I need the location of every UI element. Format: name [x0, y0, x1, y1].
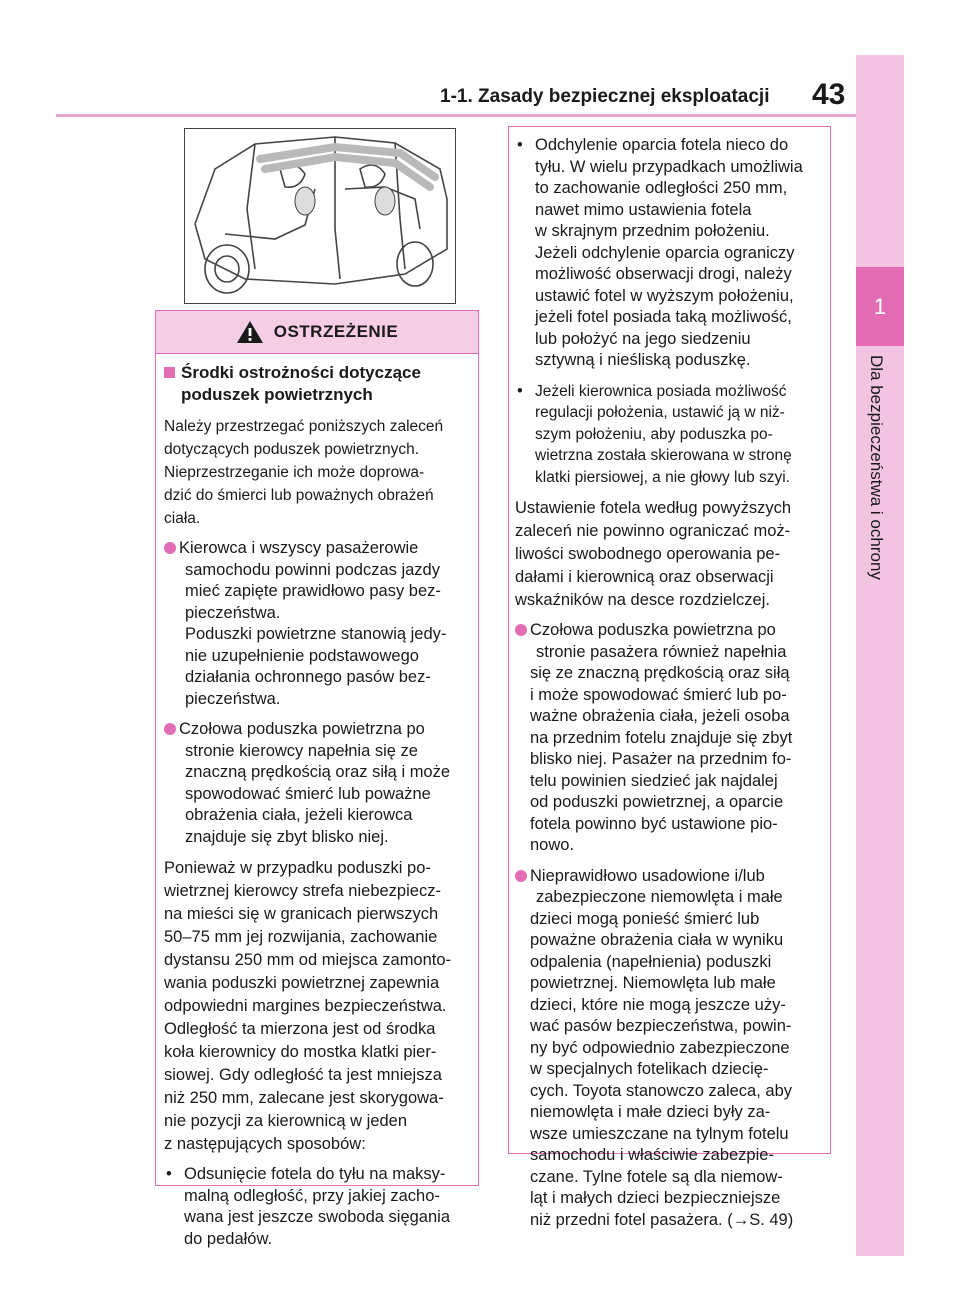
text-line: ny być odpowiednio zabezpieczone — [530, 1038, 790, 1057]
dot-item-infants — [515, 866, 824, 1232]
text-line: pieczeństwa. — [185, 603, 281, 622]
text-line: fotela powinno być ustawione pio- — [530, 814, 778, 833]
text-line: ustawić fotel w wyższym położeniu, — [535, 286, 794, 305]
text-line: i może spowodować śmierć lub po- — [530, 685, 787, 704]
text-line: wietrzna została skierowana w stronę — [535, 447, 792, 464]
text-line: wana jest jeszcze swoboda sięgania — [184, 1208, 450, 1226]
text-line: Kierowca i wszyscy pasażerowie — [179, 539, 419, 557]
warning-continued-box — [508, 126, 831, 1229]
side-band-top — [856, 55, 904, 267]
text-line: obrażenia ciała, jeżeli kierowca — [185, 806, 413, 824]
text-line: w specjalnych fotelikach dziecię- — [530, 1060, 769, 1078]
text-line: nie uzupełnienie podstawowego — [185, 646, 419, 665]
text-line: nie pozycji za kierownicą w jeden — [164, 1112, 408, 1130]
bullet-item-steering — [515, 381, 824, 489]
text-line: Poduszki powietrzne stanowią jedy- — [185, 625, 447, 643]
text-line: wskaźników na desce rozdzielczej. — [515, 591, 770, 609]
text-line: wietrznej kierowcy strefa niebezpiecz- — [164, 882, 441, 900]
dot-bullet-icon — [515, 624, 527, 636]
text-line: możliwość obserwacji drogi, należy — [535, 265, 792, 283]
text-line: blisko niej. Pasażer na przednim fo- — [530, 750, 792, 768]
square-bullet-icon — [164, 367, 175, 378]
text-line: Ponieważ w przypadku poduszki po- — [164, 859, 431, 877]
text-line: szym położeniu, aby poduszka po- — [535, 425, 773, 443]
text-line: lub położyć na jego siedzeniu — [535, 329, 751, 348]
text-line: jeżeli fotel posiada taką możliwość, — [535, 308, 792, 326]
text-line: malną odległość, przy jakiej zacho- — [184, 1186, 440, 1205]
warning-title: OSTRZEŻENIE — [273, 322, 399, 341]
text-line: w skrajnym przednim położeniu. — [535, 222, 770, 240]
text-line: telu powinien siedzieć jak najdalej — [530, 771, 778, 790]
dot-item-passenger-airbag — [515, 620, 824, 857]
text-line: odpowiedni margines bezpieczeństwa. — [164, 997, 447, 1015]
text-line: dzić do śmierci lub poważnych obrażeń — [164, 487, 434, 504]
text-line: koła kierownicy do mostka klatki pier- — [164, 1043, 437, 1061]
text-line: dzieci mogą ponieść śmierć lub — [530, 909, 760, 928]
bullet-dot: • — [517, 136, 523, 154]
text-line: na mieści się w granicach pierwszych — [164, 905, 439, 923]
bullet-item-recline — [515, 135, 824, 372]
text-line: ważne obrażenia ciała, jeżeli osoba — [530, 707, 790, 725]
text-line: powietrznej. Niemowlęta lub małe — [530, 974, 776, 992]
text-line: dałami i kierownicą oraz obserwacji — [515, 568, 774, 586]
text-line: pieczeństwa. — [185, 689, 281, 708]
text-line: działania ochronnego pasów bez- — [185, 668, 431, 686]
page-number: 43 — [812, 78, 846, 111]
chapter-label: Dla bezpieczeństwa i ochrony — [867, 355, 886, 580]
text-line: Nieprzestrzeganie ich może doprowa- — [164, 464, 425, 481]
section-title: 1-1. Zasady bezpiecznej eksploatacji — [440, 86, 770, 107]
dot-item-driver-airbag — [164, 719, 474, 848]
text-line: od poduszki powietrznej, a oparcie — [530, 793, 784, 811]
text-line: do pedałów. — [184, 1229, 273, 1248]
text-line: samochodu i właściwie zabezpie- — [530, 1146, 774, 1164]
dot-bullet-icon — [164, 542, 176, 554]
chapter-tab[interactable]: 1 — [856, 267, 904, 346]
text-line: wania poduszki powietrznej zapewnia — [164, 974, 440, 992]
text-line: zabezpieczone niemowlęta i małe — [536, 888, 783, 906]
text-line: Nieprawidłowo usadowione i/lub — [530, 866, 765, 885]
text-line: spowodować śmierć lub poważne — [185, 784, 431, 803]
text-line: wsze umieszczane na tylnym fotelu — [530, 1124, 789, 1143]
text-line: liwości swobodnego operowania pe- — [515, 545, 781, 563]
heading-line: poduszek powietrznych — [181, 384, 373, 404]
heading-line: Środki ostrożności dotyczące — [181, 363, 421, 382]
text-line: sztywną i nieśliską poduszkę. — [535, 351, 751, 369]
text-line: 50–75 mm jej rozwijania, zachowanie — [164, 928, 438, 946]
seat-paragraph — [515, 497, 824, 612]
text-line: ciała. — [164, 510, 201, 527]
text-line: Odchylenie oparcia fotela nieco do — [535, 136, 789, 154]
text-line: stronie kierowcy napełnia się ze — [185, 741, 418, 760]
text-line: niż 250 mm, zalecane jest skorygowa- — [164, 1089, 444, 1107]
dot-item-seatbelts — [164, 538, 474, 710]
text-line: na przednim fotelu znajduje się zbyt — [530, 728, 793, 747]
bullet-item-seat-back — [164, 1164, 474, 1250]
text-line: wać pasów bezpieczeństwa, powin- — [530, 1017, 792, 1035]
text-line: poważne obrażenia ciała w wyniku — [530, 931, 784, 949]
text-line: nawet mimo ustawienia fotela — [535, 200, 752, 219]
text-line: ląt i małych dzieci bezpieczniejsze — [530, 1189, 781, 1207]
text-line: stronie pasażera również napełnia — [536, 642, 787, 661]
text-line: Czołowa poduszka powietrzna po — [530, 621, 776, 639]
text-line: z następujących sposobów: — [164, 1135, 366, 1153]
text-line: Jeżeli kierownica posiada możliwość — [535, 382, 787, 400]
text-line: zaleceń nie powinno ograniczać moż- — [515, 522, 791, 540]
text-line: regulacji położenia, ustawić ją w niż- — [535, 404, 785, 421]
text-line: znaczną prędkością oraz siłą i może — [185, 763, 451, 781]
text-line: Należy przestrzegać poniższych zaleceń — [164, 418, 444, 435]
text-line[interactable]: niż przedni fotel pasażera. (→S. 49) — [530, 1210, 794, 1229]
text-line: tyłu. W wielu przypadkach umożliwia — [535, 157, 803, 176]
text-line: niemowlęta i małe dzieci były za- — [530, 1103, 771, 1121]
text-line: Jeżeli odchylenie oparcia ograniczy — [535, 243, 795, 262]
bullet-dot: • — [166, 1165, 172, 1183]
text-line: czane. Tylne fotele są dla niemow- — [530, 1167, 783, 1186]
dot-bullet-icon — [164, 723, 176, 735]
text-line: to zachowanie odległości 250 mm, — [535, 179, 788, 197]
text-line: dotyczących poduszek powietrznych. — [164, 441, 420, 458]
text-line: siowej. Gdy odległość ta jest mniejsza — [164, 1066, 442, 1084]
text-line: znajduje się zbyt blisko niej. — [185, 827, 389, 846]
text-line: się ze znaczną prędkością oraz siłą — [530, 664, 790, 682]
header-rule — [56, 114, 856, 117]
text-line: samochodu powinni podczas jazdy — [185, 560, 440, 579]
distance-paragraph — [164, 857, 474, 1156]
text-line: nowo. — [530, 836, 575, 854]
text-line: Ustawienie fotela według powyższych — [515, 499, 792, 517]
warning-triangle-icon — [236, 320, 264, 344]
text-line: Odległość ta mierzona jest od środka — [164, 1020, 436, 1038]
text-line: mieć zapięte prawidłowo pasy bez- — [185, 582, 441, 600]
warning-heading — [164, 362, 474, 405]
dot-bullet-icon — [515, 870, 527, 882]
text-line: dzieci, które nie mogą jeszcze uży- — [530, 995, 786, 1014]
warning-header — [156, 311, 478, 354]
warning-intro — [164, 415, 474, 530]
bullet-dot: • — [517, 381, 523, 400]
warning-box — [155, 310, 479, 1248]
text-line: dystansu 250 mm od miejsca zamonto- — [164, 951, 452, 969]
text-line: Czołowa poduszka powietrzna po — [179, 720, 425, 738]
text-line: odpalenia (napełnienia) poduszki — [530, 952, 772, 971]
airbag-illustration — [184, 128, 456, 304]
car-airbag-drawing — [185, 129, 455, 303]
text-line: cych. Toyota stanowczo zaleca, aby — [530, 1081, 793, 1100]
text-line: klatki piersiowej, a nie głowy lub szyi. — [535, 468, 790, 486]
text-line: Odsunięcie fotela do tyłu na maksy- — [184, 1165, 446, 1183]
